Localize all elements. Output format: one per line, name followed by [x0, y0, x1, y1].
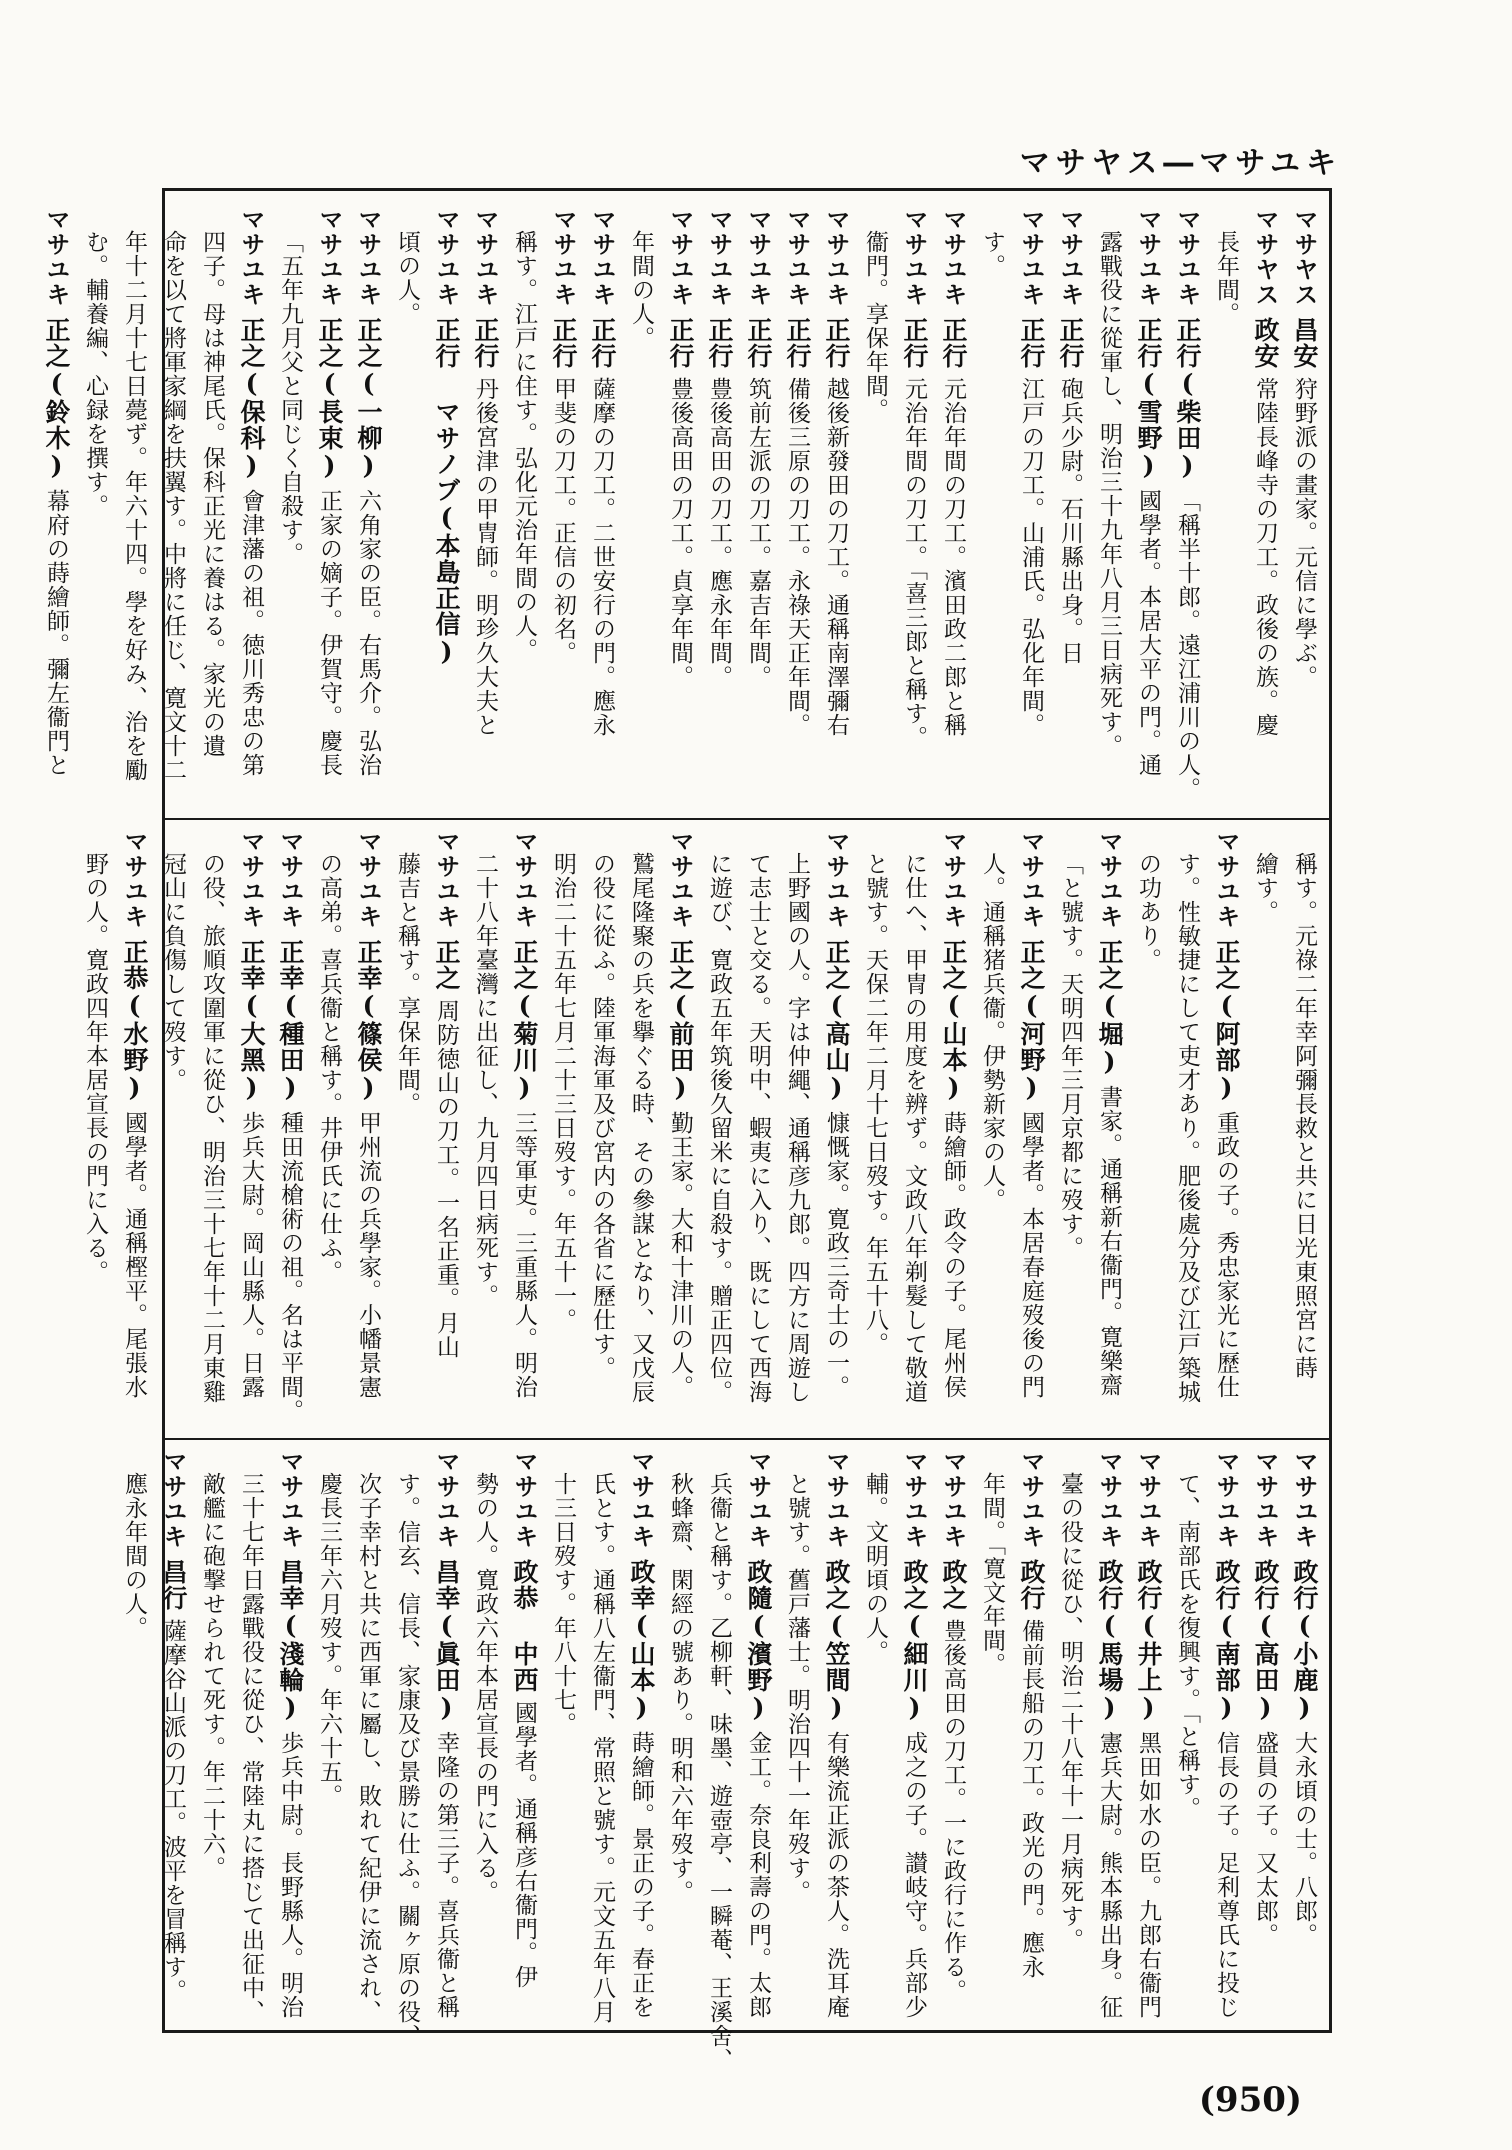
entry-reading: マサユキ [237, 207, 265, 307]
dictionary-entry-column [1248, 1449, 1282, 2024]
section-divider [165, 1438, 1329, 1440]
entry-reading: マサユキ [783, 207, 811, 307]
entry-text: 「稱半十郎。遠江浦川の人。 [1174, 489, 1200, 801]
continuation-column [78, 829, 112, 1429]
dictionary-entry-column [351, 207, 385, 809]
entry-headword: 正之(鈴木) [42, 317, 71, 481]
entry-text: 國學者。通稱樫平。尾張水 [121, 1111, 147, 1399]
dictionary-entry-column [663, 829, 697, 1429]
dictionary-entry-column [936, 829, 970, 1429]
entry-reading: マサユキ [939, 829, 967, 929]
entry-text: 十三日歿す。年八十七。 [550, 1472, 576, 1736]
continuation-column [1248, 829, 1282, 1429]
dictionary-entry-column [234, 829, 268, 1429]
entry-reading: マサユキ [744, 207, 772, 307]
entry-reading: マサユキ [939, 1449, 967, 1549]
entry-text: と號す。舊戸藩士。明治四十一年歿す。 [784, 1472, 810, 1904]
entry-reading: マサユキ [822, 1449, 850, 1549]
continuation-column [702, 829, 736, 1429]
entry-reading: マサユキ [1212, 1449, 1240, 1549]
entry-reading: マサユキ [42, 207, 70, 307]
entry-headword: 政之(笠間) [822, 1559, 851, 1723]
continuation-column [780, 829, 814, 1429]
dictionary-entry-column [429, 1449, 463, 2024]
dictionary-entry-column [1131, 207, 1165, 809]
entry-text: の役、旅順攻圍軍に從ひ、明治三十七年十二月東雞 [199, 852, 225, 1404]
dictionary-entry-column [702, 207, 736, 809]
entry-text: 明治二十五年七月二十三日歿す。年五十一。 [550, 852, 576, 1332]
entry-text: 慷慨家。寛政三奇士の一。 [823, 1111, 849, 1399]
entry-text: て、南部氏を復興す。「と稱す。 [1174, 1472, 1200, 1821]
entry-reading: マサユキ [666, 207, 694, 307]
entry-text: 敵艦に砲撃せられて死す。年二十六。 [199, 1472, 225, 1880]
entry-text: 大永頃の士。八郎。 [1291, 1731, 1317, 1947]
entry-reading: マサユキ [1017, 207, 1045, 307]
continuation-column [975, 1449, 1009, 2024]
dictionary-entry-column [546, 207, 580, 809]
entry-reading: マサユキ [627, 1449, 655, 1549]
entry-text: 鷲尾隆聚の兵を擧ぐる時、その參謀となり、又戊辰 [628, 852, 654, 1404]
entry-text: 蒔繪師。政令の子。尾州侯 [940, 1111, 966, 1399]
entry-headword: 正行 マサノブ(本島正信) [432, 317, 461, 667]
entry-text: 常陸長峰寺の刀工。政後の族。慶 [1252, 377, 1278, 737]
entry-reading: マサユキ [510, 1449, 538, 1549]
entry-reading: マサユキ [549, 207, 577, 307]
entry-headword: 昌行 [159, 1559, 188, 1611]
entry-headword: 正行 [471, 317, 500, 369]
entry-text: 憲兵大尉。熊本縣出身。征 [1096, 1731, 1122, 2019]
entry-reading: マサユキ [1212, 829, 1240, 929]
entry-text: 頃の人。 [394, 230, 420, 326]
entry-text: む。輔養編、心録を撰す。 [82, 230, 108, 518]
entry-reading: マサユキ [1056, 207, 1084, 307]
continuation-column [468, 1449, 502, 2024]
entry-headword: 正之(菊川) [510, 939, 539, 1103]
entry-headword: 政行(小鹿) [1290, 1559, 1319, 1723]
entry-headword: 政之(細川) [900, 1559, 929, 1723]
entry-text: 豊後高田の刀工。應永年間。 [706, 377, 732, 689]
dictionary-entry-column [819, 207, 853, 809]
continuation-column [195, 1449, 229, 2024]
entry-reading: マサユキ [432, 1449, 460, 1549]
entry-text: す。 [979, 230, 1005, 278]
continuation-column [156, 207, 190, 809]
dictionary-entry-column [507, 829, 541, 1429]
dictionary-entry-column [273, 1449, 307, 2024]
entry-text: 周防徳山の刀工。一名正重。月山 [433, 999, 459, 1359]
entry-headword: 正行(雪野) [1134, 317, 1163, 481]
entry-text: 年間の人。 [628, 230, 654, 350]
entry-reading: マサユキ [744, 1449, 772, 1549]
entry-headword: 正之(堀) [1095, 939, 1124, 1077]
entry-text: 四子。母は神尾氏。保科正光に養はる。家光の遺 [199, 230, 225, 758]
entry-reading: マサユキ [120, 829, 148, 929]
entry-text: 野の人。寛政四年本居宣長の門に入る。 [82, 852, 108, 1284]
dictionary-entry-column [936, 207, 970, 809]
dictionary-entry-column [1014, 207, 1048, 809]
dictionary-entry-column [1092, 1449, 1126, 2024]
entry-text: 「五年九月父と同じく自殺す。 [277, 230, 303, 566]
entry-reading: マサユキ [939, 207, 967, 307]
continuation-column [1287, 829, 1321, 1429]
entry-headword: 政恭 中西 [510, 1559, 539, 1693]
entry-text: の高弟。喜兵衞と稱す。井伊氏に仕ふ。 [316, 852, 342, 1284]
dictionary-entry-column [1209, 829, 1243, 1429]
entry-headword: 正之(河野) [1017, 939, 1046, 1103]
entry-text: 砲兵少尉。石川縣出身。日 [1057, 377, 1083, 665]
entry-reading: マサユキ [1017, 1449, 1045, 1549]
entry-text: 江戸の刀工。山浦氏。弘化年間。 [1018, 377, 1044, 737]
continuation-column [702, 1449, 736, 2072]
entry-headword: 正行 [705, 317, 734, 369]
entry-text: 豊後高田の刀工。一に政行に作る。 [940, 1619, 966, 2003]
entry-text: 成之の子。讃岐守。兵部少 [901, 1731, 927, 2019]
page-frame [42, 188, 1332, 2072]
continuation-column [1053, 829, 1087, 1429]
dictionary-entry-column [819, 829, 853, 1429]
continuation-column [117, 207, 151, 809]
entry-text: 信長の子。足利尊氏に投じ [1213, 1731, 1239, 2019]
entry-reading: マサユキ [1095, 829, 1123, 929]
dictionary-entry-column [585, 207, 619, 809]
entry-text: 書家。通稱新右衞門。寛樂齋 [1096, 1085, 1122, 1397]
dictionary-entry-column [429, 829, 463, 1429]
dictionary-entry-column [624, 1449, 658, 2024]
dictionary-entry-column [156, 1449, 190, 2024]
entry-text: 元治年間の刀工。濱田政二郎と稱 [940, 377, 966, 737]
continuation-column [624, 829, 658, 1429]
dictionary-entry-column [741, 1449, 775, 2024]
entry-reading: マサユキ [354, 829, 382, 929]
dictionary-entry-column [468, 207, 502, 809]
entry-headword: 正之(保科) [237, 317, 266, 481]
entry-headword: 正行 [1056, 317, 1085, 369]
entry-text: 勤王家。大和十津川の人。 [667, 1111, 693, 1399]
entry-text: 備前長船の刀工。政光の門。應永 [1018, 1619, 1044, 1979]
continuation-column [117, 1449, 151, 2024]
entry-headword: 正之(山本) [939, 939, 968, 1103]
continuation-column [351, 1449, 385, 2024]
entry-reading: マサユキ [900, 1449, 928, 1549]
entry-text: 狩野派の畫家。元信に學ぶ。 [1291, 377, 1317, 689]
entry-headword: 正行 [900, 317, 929, 369]
entry-text: 備後三原の刀工。永祿天正年間。 [784, 377, 810, 737]
entry-reading: マサユキ [900, 207, 928, 307]
continuation-column [78, 207, 112, 809]
dictionary-entry-column [117, 829, 151, 1429]
entry-text: 慶長三年六月歿す。年六十五。 [316, 1472, 342, 1808]
entry-text: 氏とす。通稱八左衞門、常照と號す。元文五年八月 [589, 1472, 615, 2024]
entry-headword: 正行 [1017, 317, 1046, 369]
entry-headword: 政行(馬場) [1095, 1559, 1124, 1723]
entry-text: 衞門。享保年間。 [862, 230, 888, 422]
entry-text: 藤吉と稱す。享保年間。 [394, 852, 420, 1116]
entry-text: 稱す。元祿二年幸阿彌長救と共に日光東照宮に蒔 [1291, 852, 1317, 1380]
entry-text: す。性敏捷にして吏才あり。肥後處分及び江戸築城 [1174, 852, 1200, 1404]
entry-text: 應永年間の人。 [121, 1472, 147, 1640]
dictionary-entry-column [1287, 1449, 1321, 2024]
entry-reading: マサユキ [510, 829, 538, 929]
entry-text: 冠山に負傷して歿す。 [160, 852, 186, 1092]
entry-reading: マサユキ [1173, 207, 1201, 307]
entry-reading: マサユキ [159, 1449, 187, 1549]
entry-reading: マサユキ [237, 829, 265, 929]
entry-reading: マサユキ [822, 207, 850, 307]
continuation-column [546, 829, 580, 1429]
dictionary-entry-column [273, 829, 307, 1429]
entry-headword: 正之(一柳) [354, 317, 383, 481]
entry-text: 正家の嫡子。伊賀守。慶長 [316, 489, 342, 777]
dictionary-entry-column [897, 1449, 931, 2024]
continuation-column [1209, 207, 1243, 809]
entry-headword: 昌幸(淺輪) [276, 1559, 305, 1723]
entry-reading: マサユキ [432, 829, 460, 929]
continuation-column [1170, 1449, 1204, 2024]
continuation-column [1170, 829, 1204, 1429]
dictionary-entry-column [663, 207, 697, 809]
entry-headword: 正行 [939, 317, 968, 369]
dictionary-entry-column [507, 1449, 541, 2024]
entry-headword: 正之(前田) [666, 939, 695, 1103]
entry-headword: 正幸(種田) [276, 939, 305, 1103]
entry-headword: 正幸(篠侯) [354, 939, 383, 1103]
section-top [42, 207, 1321, 809]
entry-text: と號す。天保二年二月十七日歿す。年五十八。 [862, 852, 888, 1356]
entry-text: 重政の子。秀忠家光に歷仕 [1213, 1111, 1239, 1399]
entry-text: 命を以て將軍家綱を扶翼す。中將に任じ、寛文十二 [160, 230, 186, 782]
entry-text: 六角家の臣。右馬介。弘治 [355, 489, 381, 777]
continuation-column [780, 1449, 814, 2024]
entry-text: 國學者。本居大平の門。通 [1135, 489, 1161, 777]
continuation-column [858, 207, 892, 809]
continuation-column [585, 829, 619, 1429]
entry-reading: マサユキ [1134, 1449, 1162, 1549]
entry-headword: 正行(柴田) [1173, 317, 1202, 481]
dictionary-entry-column [1053, 207, 1087, 809]
dictionary-entry-column [1092, 829, 1126, 1429]
entry-text: 歩兵大尉。岡山縣人。日露 [238, 1111, 264, 1399]
entry-headword: 政行(井上) [1134, 1559, 1163, 1723]
entry-headword: 政行(南部) [1212, 1559, 1241, 1723]
running-head: マサヤス―マサユキ [1019, 146, 1342, 181]
continuation-column [312, 829, 346, 1429]
dictionary-entry-column [39, 207, 73, 809]
dictionary-entry-column [1014, 829, 1048, 1429]
continuation-column [624, 207, 658, 809]
continuation-column [156, 829, 190, 1429]
entry-text: 二十八年臺灣に出征し、九月四日病死す。 [472, 852, 498, 1308]
dictionary-entry-column [351, 829, 385, 1429]
entry-reading: マサユキ [1290, 1449, 1318, 1549]
dictionary-entry-column [429, 207, 463, 809]
entry-headword: 政之 [939, 1559, 968, 1611]
entry-reading: マサユキ [315, 207, 343, 307]
continuation-column [507, 207, 541, 809]
dictionary-entry-column [1287, 207, 1321, 809]
continuation-column [312, 1449, 346, 2024]
continuation-column [390, 829, 424, 1429]
entry-text: の役に從ふ。陸軍海軍及び宮内の各省に歷仕す。 [589, 852, 615, 1380]
continuation-column [1092, 207, 1126, 809]
entry-headword: 昌安 [1290, 317, 1319, 369]
entry-text: 次子幸村と共に西軍に屬し、敗れて紀伊に流され、 [355, 1472, 381, 2024]
entry-text: 薩摩谷山派の刀工。波平を冒稱す。 [160, 1619, 186, 2003]
entry-text: 國學者。通稱彦右衞門。伊 [511, 1701, 537, 1989]
continuation-column [195, 829, 229, 1429]
entry-text: 人。通稱猪兵衞。伊勢新家の人。 [979, 852, 1005, 1212]
dictionary-entry-column [780, 207, 814, 809]
entry-text: 勢の人。寛政六年本居宣長の門に入る。 [472, 1472, 498, 1904]
entry-reading: マサユキ [705, 207, 733, 307]
entry-reading: マサユキ [1134, 207, 1162, 307]
entry-headword: 政行(高田) [1251, 1559, 1280, 1723]
entry-reading: マサヤス [1251, 207, 1279, 307]
entry-headword: 政隨(濱野) [744, 1559, 773, 1723]
entry-headword: 正行 [744, 317, 773, 369]
entry-headword: 正行 [588, 317, 617, 369]
entry-headword: 正行 [549, 317, 578, 369]
entry-text: 甲斐の刀工。正信の初名。 [550, 377, 576, 665]
continuation-column [234, 1449, 268, 2024]
entry-text: 種田流槍術の祖。名は平間。 [277, 1111, 303, 1423]
continuation-column [546, 1449, 580, 2024]
entry-reading: マサユキ [1017, 829, 1045, 929]
entry-text: 年間。「寛文年間。 [979, 1472, 1005, 1677]
entry-headword: 正恭(水野) [120, 939, 149, 1103]
continuation-column [741, 829, 775, 1429]
continuation-column [273, 207, 307, 809]
entry-text: 幸隆の第三子。喜兵衞と稱 [433, 1731, 459, 2019]
continuation-column [858, 829, 892, 1429]
entry-reading: マサユキ [1095, 1449, 1123, 1549]
entry-text: 會津藩の祖。徳川秀忠の第 [238, 489, 264, 777]
entry-text: 越後新發田の刀工。通稱南澤彌右 [823, 377, 849, 737]
entry-text: 歩兵中尉。長野縣人。明治 [277, 1731, 303, 2019]
entry-text: 甲州流の兵學家。小幡景憲 [355, 1111, 381, 1399]
dictionary-entry-column [1248, 207, 1282, 809]
continuation-column [975, 207, 1009, 809]
entry-text: す。信玄、信長、家康及び景勝に仕ふ。關ヶ原の役、 [394, 1472, 420, 2048]
entry-text: 薩摩の刀工。二世安行の門。應永 [589, 377, 615, 737]
continuation-column [195, 207, 229, 809]
entry-text: 長年間。 [1213, 230, 1239, 326]
continuation-column [663, 1449, 697, 2024]
dictionary-entry-column [312, 207, 346, 809]
entry-text: 露戰役に從軍し、明治三十九年八月三日病死す。 [1096, 230, 1122, 758]
section-middle [82, 829, 1321, 1429]
entry-text: 元治年間の刀工。「喜三郎と稱す。 [901, 377, 927, 750]
entry-reading: マサユキ [432, 207, 460, 307]
entry-text: 國學者。本居春庭歿後の門 [1018, 1111, 1044, 1399]
entry-text: 黑田如水の臣。九郎右衞門 [1135, 1731, 1161, 2019]
entry-text: 丹後宮津の甲冑師。明珍久大夫と [472, 377, 498, 737]
entry-reading: マサユキ [822, 829, 850, 929]
dictionary-entry-column [741, 207, 775, 809]
entry-text: 繪す。 [1252, 852, 1278, 924]
entry-reading: マサユキ [276, 1449, 304, 1549]
entry-text: 臺の役に從ひ、明治二十八年十一月病死す。 [1057, 1472, 1083, 1952]
entry-text: に仕へ、甲冑の用度を辨ず。文政八年剃髮して敬道 [901, 852, 927, 1404]
entry-reading: マサユキ [666, 829, 694, 929]
continuation-column [1053, 1449, 1087, 2024]
dictionary-entry-column [1131, 1449, 1165, 2024]
continuation-column [585, 1449, 619, 2024]
entry-headword: 正之(阿部) [1212, 939, 1241, 1103]
continuation-column [390, 1449, 424, 2048]
entry-text: に遊び、寛政五年筑後久留米に自殺す。贈正四位。 [706, 852, 732, 1404]
entry-text: 三十七年日露戰役に從ひ、常陸丸に搭じて出征中、 [238, 1472, 264, 2024]
entry-text: 豊後高田の刀工。貞享年間。 [667, 377, 693, 689]
entry-text: て志士と交る。天明中、蝦夷に入り、既にして西海 [745, 852, 771, 1404]
continuation-column [858, 1449, 892, 2024]
dictionary-entry-column [234, 207, 268, 809]
entry-reading: マサヤス [1290, 207, 1318, 307]
entry-headword: 正行 [822, 317, 851, 369]
entry-reading: マサユキ [276, 829, 304, 929]
entry-headword: 正之(長束) [315, 317, 344, 481]
continuation-column [390, 207, 424, 809]
entry-text: 輔。文明頃の人。 [862, 1472, 888, 1664]
entry-text: 蒔繪師。景正の子。春正を [628, 1731, 654, 2019]
page-number: (950) [1198, 2080, 1302, 2120]
entry-text: の功あり。 [1135, 852, 1161, 972]
entry-text: 稱す。江戸に住す。弘化元治年間の人。 [511, 230, 537, 662]
entry-text: 金工。奈良利壽の門。太郎 [745, 1731, 771, 2019]
entry-text: 上野國の人。字は仲繩、通稱彦九郎。四方に周遊し [784, 852, 810, 1404]
dictionary-entry-column [1170, 207, 1204, 809]
entry-text: 年十二月十七日薨ず。年六十四。學を好み、治を勵 [121, 230, 147, 782]
dictionary-entry-column [1209, 1449, 1243, 2024]
continuation-column [468, 829, 502, 1429]
entry-reading: マサユキ [588, 207, 616, 307]
section-divider [165, 818, 1329, 820]
continuation-column [975, 829, 1009, 1429]
dictionary-entry-column [897, 207, 931, 809]
dictionary-entry-column [1014, 1449, 1048, 2024]
dictionary-entry-column [936, 1449, 970, 2024]
entry-text: 盛員の子。又太郎。 [1252, 1731, 1278, 1947]
entry-headword: 昌幸(眞田) [432, 1559, 461, 1723]
section-bottom [121, 1449, 1321, 2072]
entry-text: 幕府の蒔繪師。彌左衞門と [43, 489, 69, 777]
entry-headword: 政幸(山本) [627, 1559, 656, 1723]
entry-headword: 政行 [1017, 1559, 1046, 1611]
entry-headword: 正幸(大黑) [237, 939, 266, 1103]
entry-text: 「と號す。天明四年三月京都に歿す。 [1057, 852, 1083, 1260]
entry-text: 三等軍吏。三重縣人。明治 [511, 1111, 537, 1399]
entry-reading: マサユキ [354, 207, 382, 307]
entry-headword: 正之(高山) [822, 939, 851, 1103]
entry-headword: 政安 [1251, 317, 1280, 369]
entry-headword: 正行 [666, 317, 695, 369]
entry-text: 兵衞と稱す。乙柳軒、味墨、遊壺亭、一瞬菴、王溪舍、 [706, 1472, 732, 2072]
entry-text: 有樂流正派の茶人。洗耳庵 [823, 1731, 849, 2019]
entry-headword: 正之 [432, 939, 461, 991]
entry-text: 筑前左派の刀工。嘉吉年間。 [745, 377, 771, 689]
entry-headword: 正行 [783, 317, 812, 369]
entry-text: 秋蜂齋、閑經の號あり。明和六年歿す。 [667, 1472, 693, 1904]
entry-reading: マサユキ [1251, 1449, 1279, 1549]
entry-reading: マサユキ [471, 207, 499, 307]
continuation-column [1131, 829, 1165, 1429]
continuation-column [897, 829, 931, 1429]
dictionary-entry-column [819, 1449, 853, 2024]
